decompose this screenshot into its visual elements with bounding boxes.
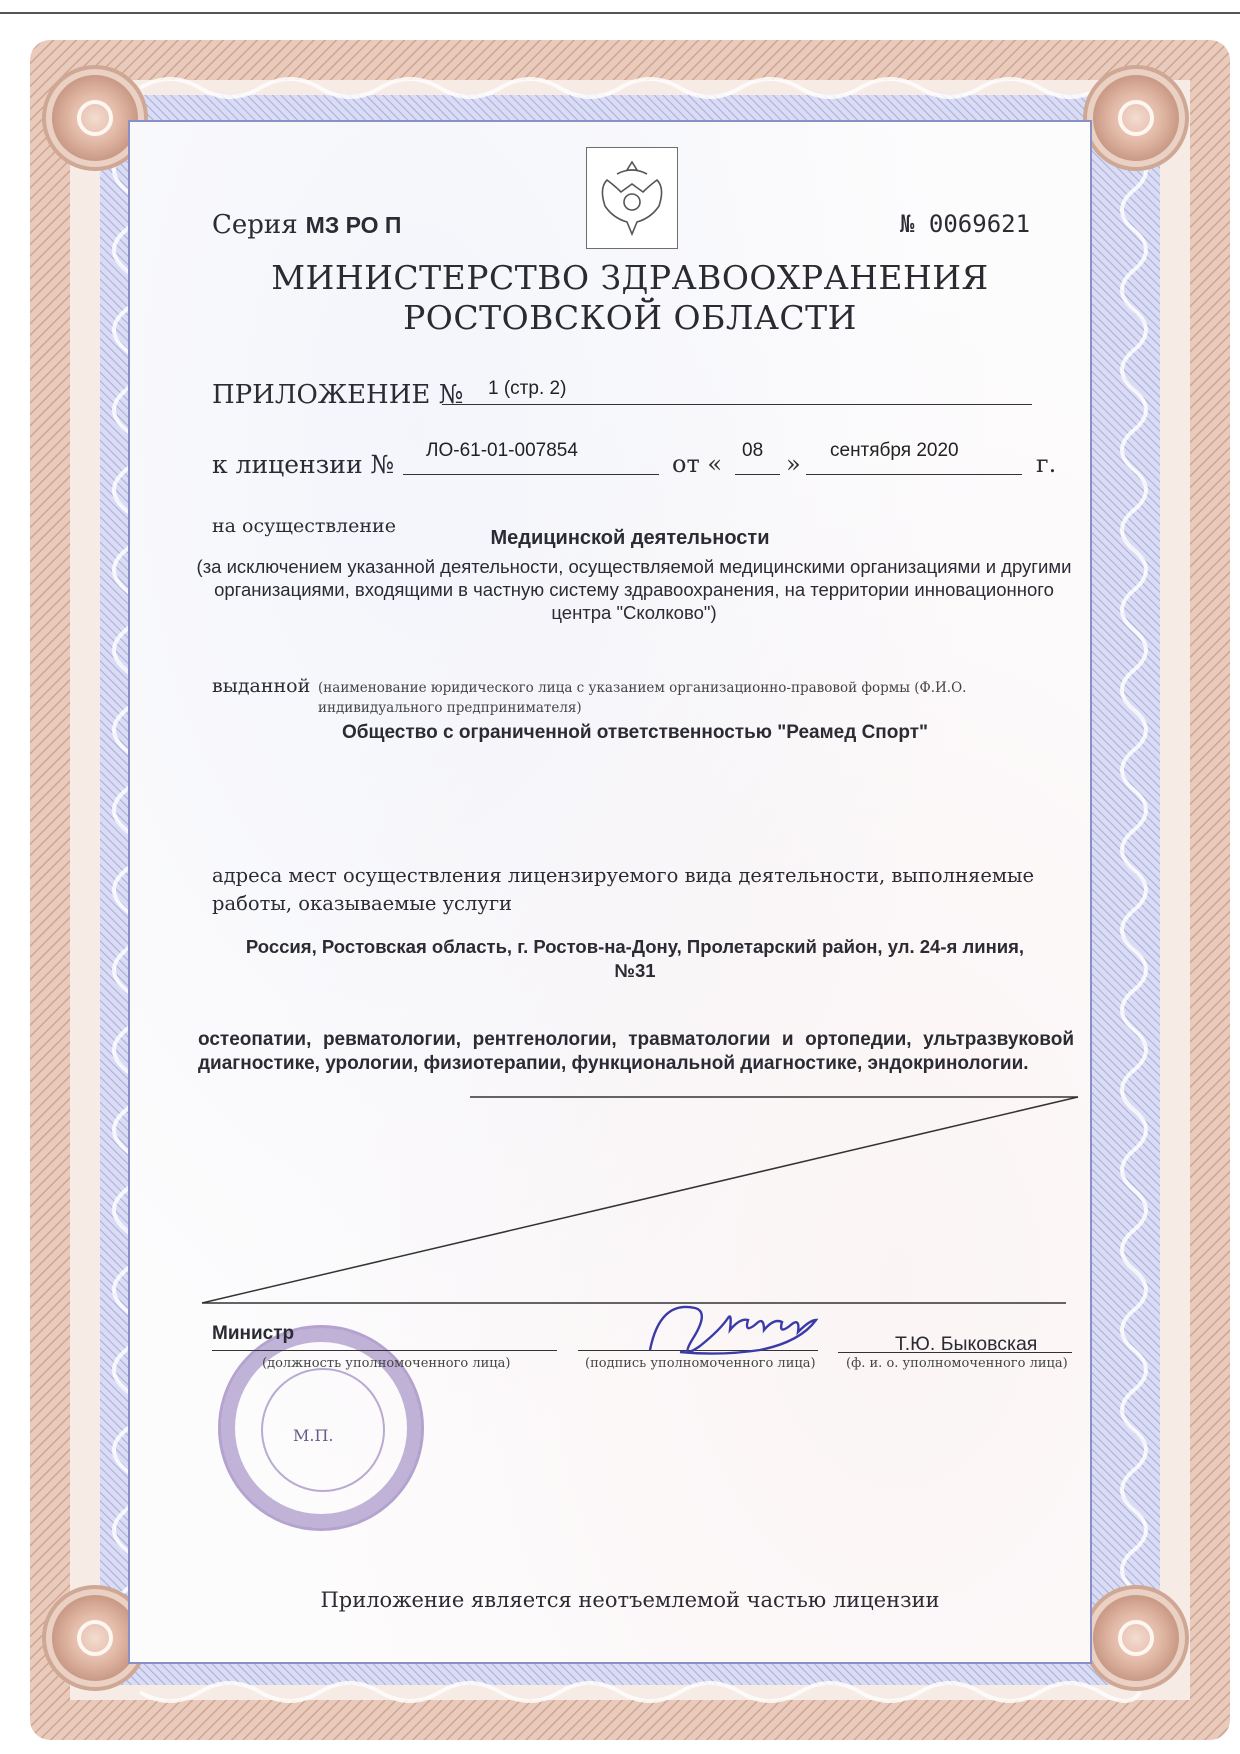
corner-rosette-top-right	[1093, 75, 1179, 161]
stamp-mark-label: М.П.	[293, 1426, 334, 1445]
license-date-underline	[806, 474, 1022, 475]
position-underline	[212, 1350, 557, 1351]
license-from-label: от «	[672, 450, 723, 478]
series-value: МЗ РО П	[305, 212, 402, 238]
footer-note: Приложение является неотъемлемой частью лицензии	[320, 1588, 940, 1612]
corner-rosette-bottom-right	[1093, 1595, 1179, 1681]
organization-name: Общество с ограниченной ответственностью "Реамед Спорт"	[341, 722, 929, 743]
corner-rosette-top-left	[52, 75, 138, 161]
license-day-underline	[735, 474, 780, 475]
activity-name: Медицинской деятельности	[490, 527, 770, 549]
appendix-label: ПРИЛОЖЕНИЕ №	[212, 380, 464, 410]
scan-edge-line	[0, 12, 1240, 14]
license-number: ЛО-61-01-007854	[426, 440, 578, 461]
signer-name: Т.Ю. Быковская	[895, 1333, 1038, 1355]
document-number: № 0069621	[900, 210, 1031, 238]
license-number-underline	[403, 474, 659, 475]
title-line-2: РОСТОВСКОЙ ОБЛАСТИ	[403, 298, 857, 337]
address-label: адреса мест осуществления лицензируемого вида деятельности, выполняемые работы, оказываемые услуги	[212, 864, 1035, 915]
title-line-1: МИНИСТЕРСТВО ЗДРАВООХРАНЕНИЯ	[271, 258, 989, 297]
issued-label: выданной	[212, 675, 311, 697]
name-underline	[838, 1352, 1072, 1353]
cancellation-z-lines	[200, 1095, 1080, 1315]
series-field	[212, 210, 401, 240]
activity-details: (за исключением указанной деятельности, осуществляемой медицинскими организациями и другими организациями, входящими в частную систему здравоохранения, на территории инновационного центра "Сколково")	[196, 556, 1072, 623]
license-prefix: к лицензии №	[212, 450, 395, 479]
address-line-1: Россия, Ростовская область, г. Ростов-на-Дону, Пролетарский район, ул. 24-я линия,	[245, 936, 1025, 957]
signature-hint: (подпись уполномоченного лица)	[585, 1356, 816, 1371]
series-label: Серия	[212, 210, 298, 240]
appendix-underline	[442, 404, 1032, 405]
coat-of-arms-emblem	[586, 147, 678, 249]
name-hint: (ф. и. о. уполномоченного лица)	[846, 1356, 1068, 1371]
handwritten-signature	[640, 1290, 840, 1365]
license-close-quote: »	[786, 450, 801, 478]
issued-hint: (наименование юридического лица с указанием организационно-правовой формы (Ф.И.О. индивидуального предпринимателя)	[318, 680, 967, 716]
activity-label: на осуществление	[212, 515, 396, 537]
license-year-suffix: г.	[1036, 450, 1057, 478]
address-line-2: №31	[614, 960, 656, 981]
position-hint: (должность уполномоченного лица)	[262, 1356, 511, 1371]
services-list: остеопатии, ревматологии, рентгенологии, травматологии и ортопедии, ультразвуковой диагностике, урологии, физиотерапии, функциональной диагностике, эндокринологии.	[198, 1029, 1074, 1074]
license-month-year: сентября 2020	[830, 440, 959, 461]
license-day: 08	[742, 440, 764, 461]
signer-position: Министр	[212, 1323, 295, 1344]
corner-rosette-bottom-left	[52, 1595, 138, 1681]
appendix-value: 1 (стр. 2)	[488, 378, 567, 399]
